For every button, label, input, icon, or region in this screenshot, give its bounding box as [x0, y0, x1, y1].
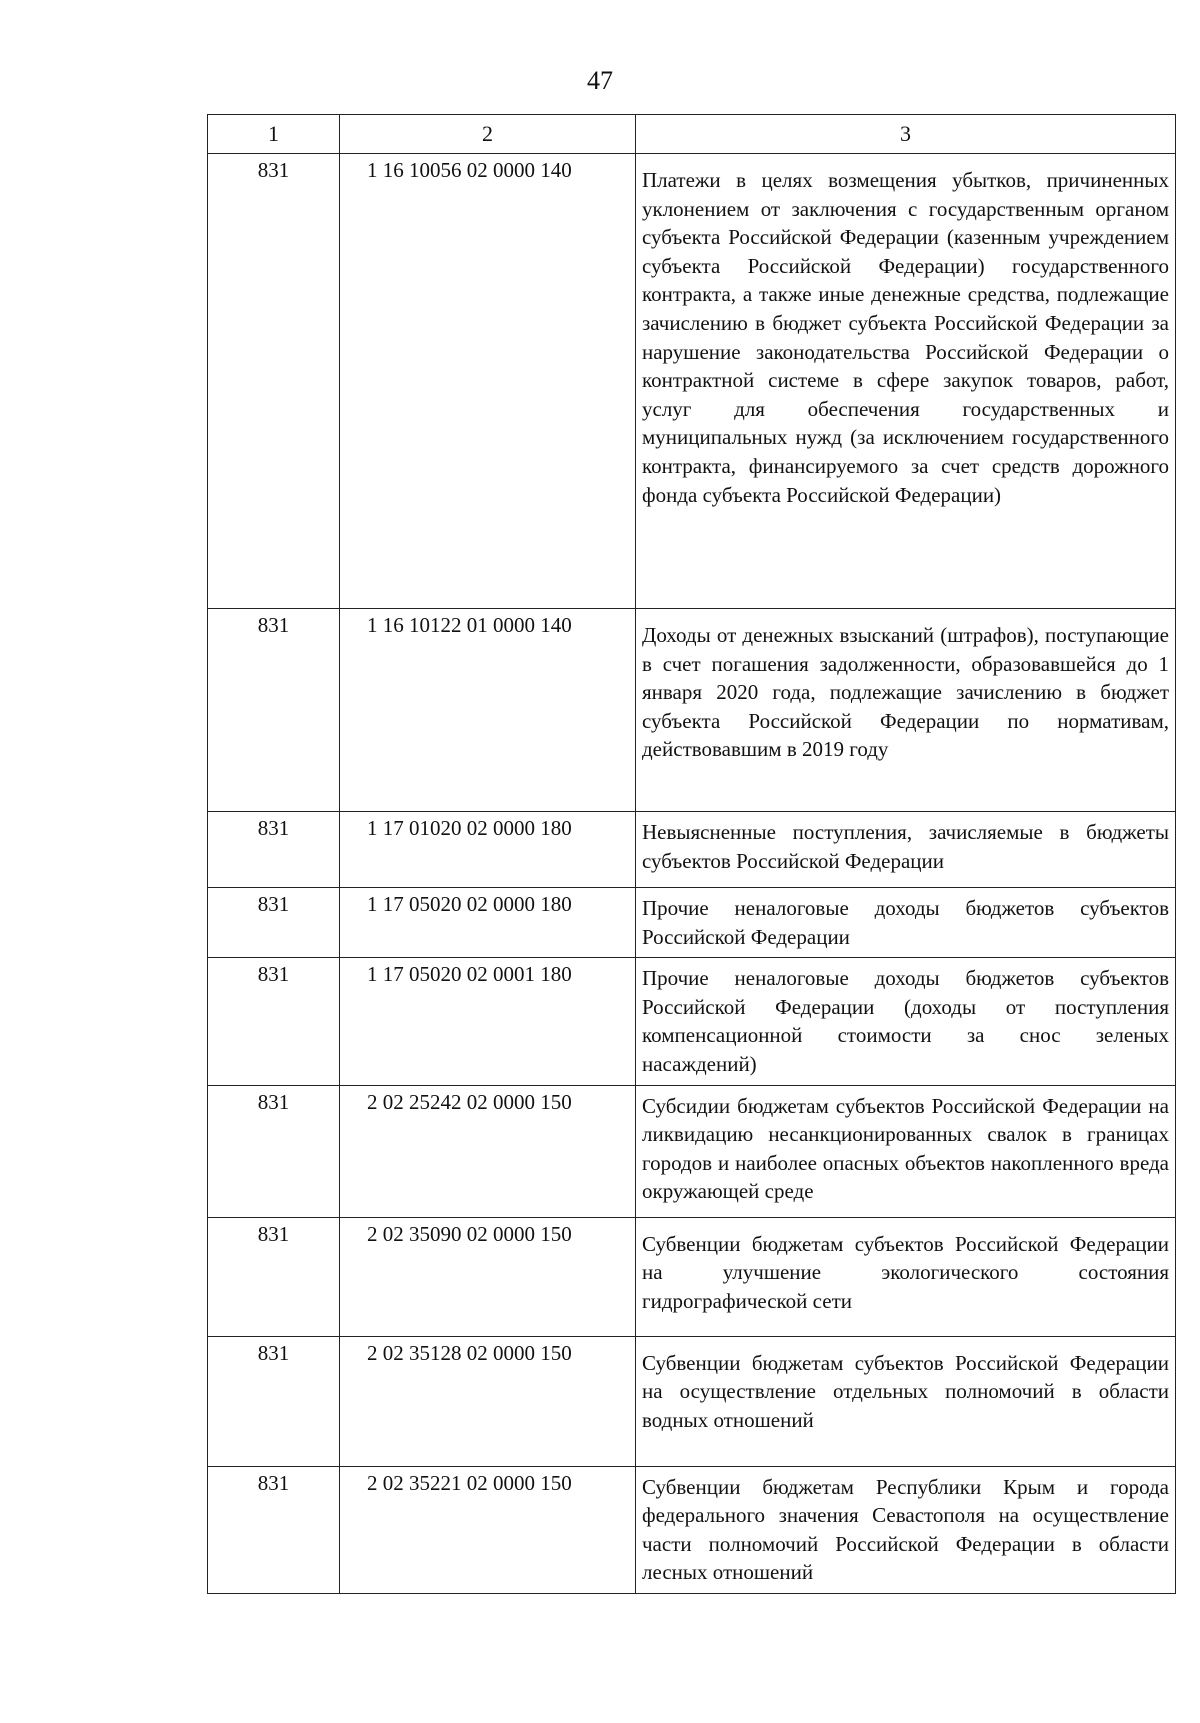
income-code-cell: 2 02 35128 02 0000 150 [340, 1336, 636, 1466]
admin-code-cell: 831 [208, 1466, 340, 1593]
table-row [208, 1336, 1176, 1466]
description-cell: Невыясненные поступления, зачисляемые в бюджеты субъектов Российской Федерации [636, 812, 1176, 888]
description-cell: Платежи в целях возмещения убытков, причиненных уклонением от заключения с государственным органом субъекта Российской Федерации (казенным учреждением субъекта Российской Федерации) государственного контракта, а также иные денежные средства, подлежащие зачислению в бюджет субъекта Российской Федерации за нарушение законодательства Российской Федерации о контрактной системе в сфере закупок товаров, работ, услуг для обеспечения государственных и муниципальных нужд (за исключением государственного контракта, финансируемого за счет средств дорожного фонда субъекта Российской Федерации) [636, 154, 1176, 609]
description-cell: Прочие неналоговые доходы бюджетов субъектов Российской Федерации (доходы от поступления компенсационной стоимости за снос зеленых насаждений) [636, 958, 1176, 1085]
admin-code-cell: 831 [208, 1085, 340, 1217]
admin-code-cell: 831 [208, 812, 340, 888]
income-code-cell: 2 02 25242 02 0000 150 [340, 1085, 636, 1217]
description-cell: Прочие неналоговые доходы бюджетов субъектов Российской Федерации [636, 888, 1176, 958]
description-cell: Субвенции бюджетам субъектов Российской Федерации на осуществление отдельных полномочий в области водных отношений [636, 1336, 1176, 1466]
income-code-cell: 1 16 10122 01 0000 140 [340, 609, 636, 812]
admin-code-cell: 831 [208, 888, 340, 958]
table-row [208, 888, 1176, 958]
revenue-codes-table [207, 114, 1176, 1594]
income-code-cell: 1 17 01020 02 0000 180 [340, 812, 636, 888]
header-col-2: 2 [340, 115, 636, 154]
table-header-row [208, 115, 1176, 154]
header-col-1: 1 [208, 115, 340, 154]
table-row [208, 609, 1176, 812]
description-cell: Субвенции бюджетам субъектов Российской Федерации на улучшение экологического состояния гидрографической сети [636, 1217, 1176, 1336]
table-row [208, 958, 1176, 1085]
description-cell: Субсидии бюджетам субъектов Российской Федерации на ликвидацию несанкционированных свалок в границах городов и наиболее опасных объектов накопленного вреда окружающей среде [636, 1085, 1176, 1217]
header-col-3: 3 [636, 115, 1176, 154]
income-code-cell: 1 17 05020 02 0001 180 [340, 958, 636, 1085]
table-row [208, 1217, 1176, 1336]
table-row [208, 1085, 1176, 1217]
income-code-cell: 2 02 35221 02 0000 150 [340, 1466, 636, 1593]
description-cell: Доходы от денежных взысканий (штрафов), поступающие в счет погашения задолженности, образовавшейся до 1 января 2020 года, подлежащие зачислению в бюджет субъекта Российской Федерации по нормативам, действовавшим в 2019 году [636, 609, 1176, 812]
table-row [208, 812, 1176, 888]
admin-code-cell: 831 [208, 1336, 340, 1466]
page-number: 47 [587, 66, 613, 95]
table-row [208, 1466, 1176, 1593]
admin-code-cell: 831 [208, 609, 340, 812]
description-cell: Субвенции бюджетам Республики Крым и города федерального значения Севастополя на осуществление части полномочий Российской Федерации в области лесных отношений [636, 1466, 1176, 1593]
table-row [208, 154, 1176, 609]
admin-code-cell: 831 [208, 1217, 340, 1336]
admin-code-cell: 831 [208, 958, 340, 1085]
income-code-cell: 1 16 10056 02 0000 140 [340, 154, 636, 609]
income-code-cell: 1 17 05020 02 0000 180 [340, 888, 636, 958]
income-code-cell: 2 02 35090 02 0000 150 [340, 1217, 636, 1336]
admin-code-cell: 831 [208, 154, 340, 609]
